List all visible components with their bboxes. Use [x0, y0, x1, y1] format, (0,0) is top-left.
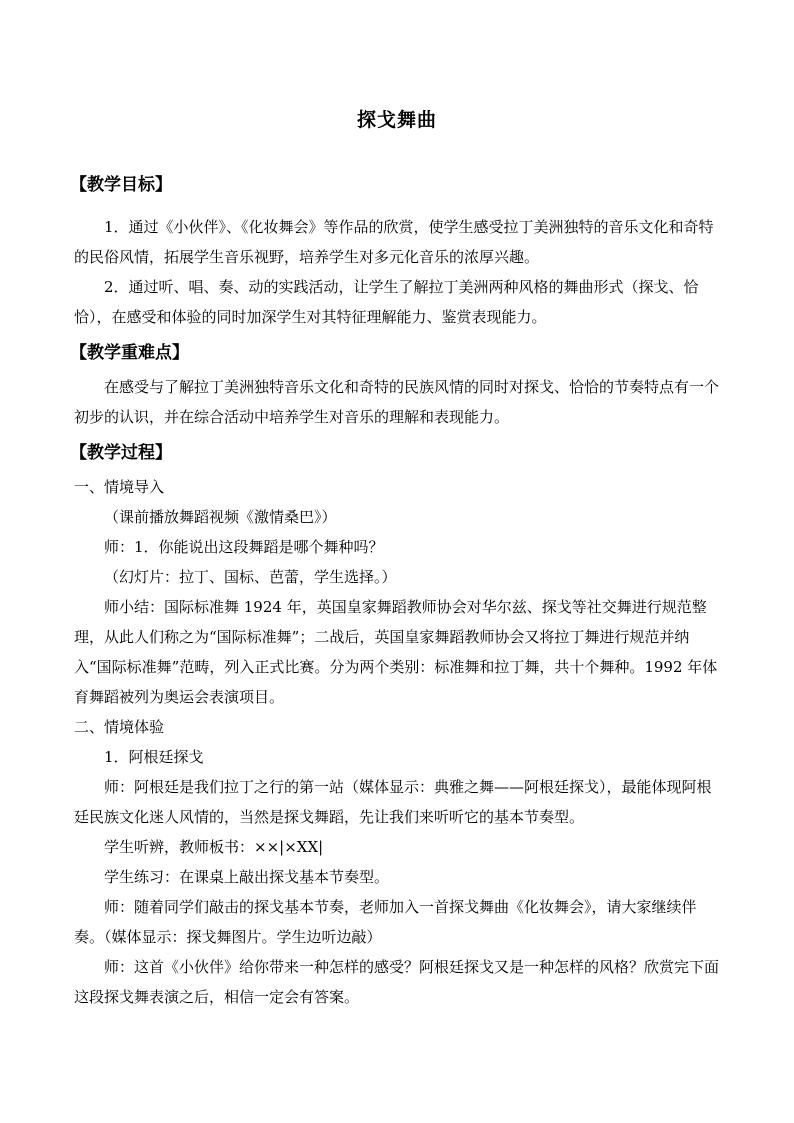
process-paragraph-4: 师小结：国际标准舞 1924 年，英国皇家舞蹈教师协会对华尔兹、探戈等社交舞进行规范整理，从此人们称之为“国际标准舞”；二战后，英国皇家舞蹈教师协会又将拉丁舞进行规范并纳入“国际标准舞”范畴，列入正式比赛。分为两个类别：标准舞和拉丁舞，共十个舞种。1992 年体育舞蹈被列为奥运会表演项目。	[74, 598, 718, 706]
process-paragraph-3: （幻灯片：拉丁、国标、芭蕾，学生选择。）	[104, 568, 397, 586]
goals-paragraph-2: 2．通过听、唱、奏、动的实践活动，让学生了解拉丁美洲两种风格的舞曲形式（探戈、恰恰），在感受和体验的同时加深学生对其特征理解能力、鉴赏表现能力。	[74, 278, 699, 326]
process-part2-title: 二、情境体验	[74, 718, 165, 736]
goals-paragraph-1: 1．通过《小伙伴》、《化妆舞会》等作品的欣赏，使学生感受拉丁美洲独特的音乐文化和奇特的民俗风情，拓展学生音乐视野，培养学生对多元化音乐的浓厚兴趣。	[74, 218, 714, 266]
process-paragraph-8: 学生练习：在课桌上敲出探戈基本节奏型。	[104, 868, 390, 886]
process-paragraph-10: 师：这首《小伙伴》给你带来一种怎样的感受？阿根廷探戈又是一种怎样的风格？欣赏完下面这段探戈舞表演之后，相信一定会有答案。	[74, 958, 720, 1006]
document-body	[70, 170, 724, 1012]
section-heading-goals: 【教学目标】	[70, 175, 172, 195]
section-heading-process: 【教学过程】	[70, 443, 172, 463]
process-part1-title: 一、情境导入	[74, 478, 165, 496]
process-paragraph-6: 师：阿根廷是我们拉丁之行的第一站（媒体显示：典雅之舞——阿根廷探戈），最能体现阿根廷民族文化迷人风情的，当然是探戈舞蹈，先让我们来听听它的基本节奏型。	[74, 778, 712, 826]
process-paragraph-9: 师：随着同学们敲击的探戈基本节奏，老师加入一首探戈舞曲《化妆舞会》，请大家继续伴奏。（媒体显示：探戈舞图片。学生边听边敲）	[74, 898, 697, 946]
key-points-paragraph: 在感受与了解拉丁美洲独特音乐文化和奇特的民族风情的同时对探戈、恰恰的节奏特点有一个初步的认识，并在综合活动中培养学生对音乐的理解和表现能力。	[74, 378, 720, 426]
section-heading-key-points: 【教学重难点】	[70, 343, 189, 363]
process-paragraph-2: 师：1．你能说出这段舞蹈是哪个舞种吗？	[104, 538, 384, 556]
page-title: 探戈舞曲	[356, 109, 437, 131]
process-paragraph-1: （课前播放舞蹈视频《激情桑巴》）	[104, 508, 337, 526]
process-paragraph-5: 1．阿根廷探戈	[104, 748, 204, 766]
process-paragraph-7: 学生听辨，教师板书：××|×XX|	[104, 838, 324, 856]
